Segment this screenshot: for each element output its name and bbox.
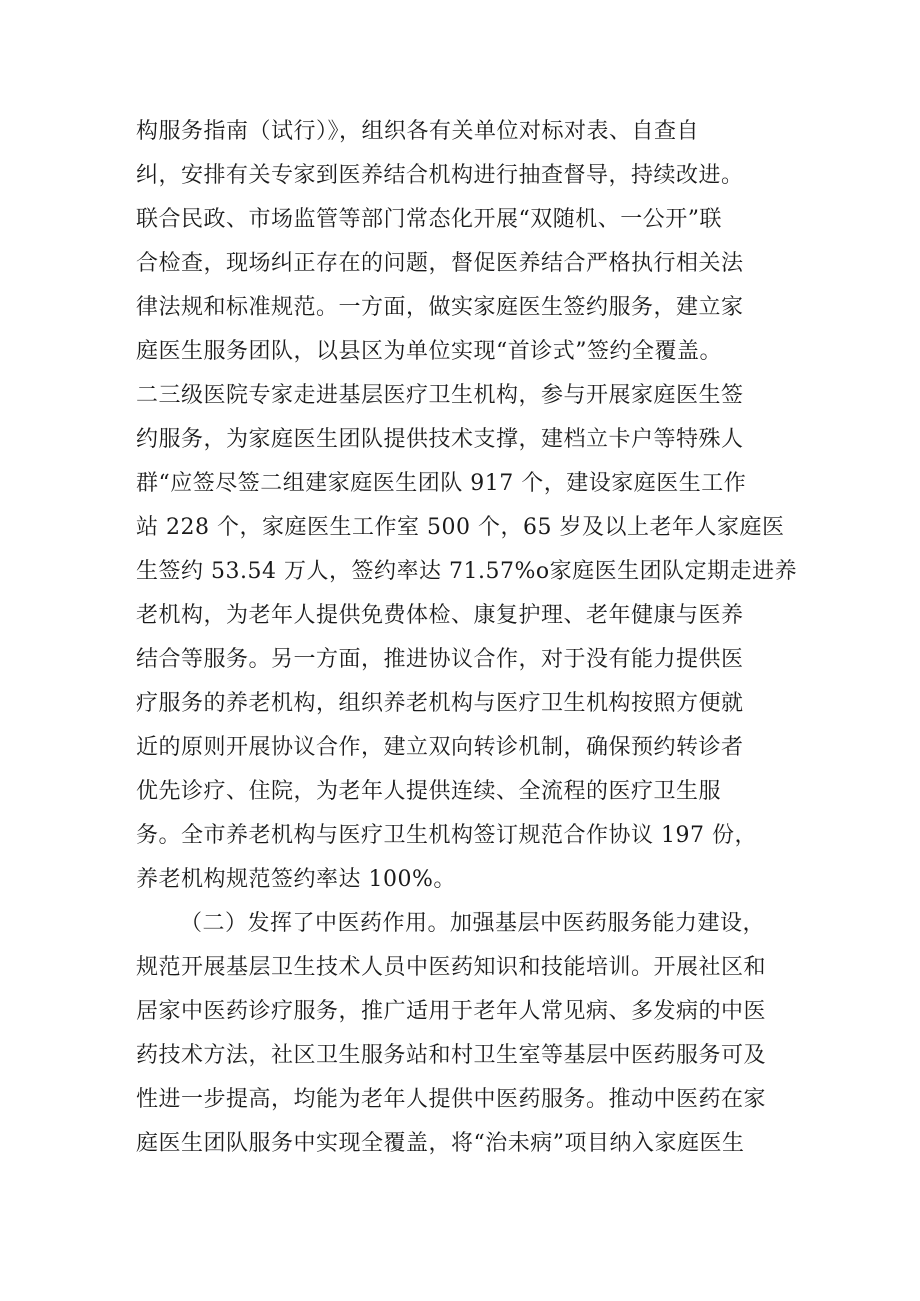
text-line: 规范开展基层卫生技术人员中医药知识和技能培训。开展社区和 xyxy=(136,955,767,980)
text-line: 约服务，为家庭医生团队提供技术支撑，建档立卡户等特殊人 xyxy=(136,427,744,452)
text-line: （二）发挥了中医药作用。加强基层中医药服务能力建设， xyxy=(180,911,766,936)
text-line: 联合民政、市场监管等部门常态化开展“双随机、一公开”联 xyxy=(136,207,722,232)
text-line: 庭医生团队服务中实现全覆盖，将“治未病”项目纳入家庭医生 xyxy=(136,1131,745,1156)
text-line: 生签约 53.54 万人，签约率达 71.57%o家庭医生团队定期走进养 xyxy=(136,559,798,584)
text-line: 庭医生服务团队，以县区为单位实现“首诊式”签约全覆盖。 xyxy=(136,339,722,364)
text-line: 药技术方法，社区卫生服务站和村卫生室等基层中医药服务可及 xyxy=(136,1043,767,1068)
text-line: 老机构，为老年人提供免费体检、康复护理、老年健康与医养 xyxy=(136,603,744,628)
text-line: 居家中医药诊疗服务，推广适用于老年人常见病、多发病的中医 xyxy=(136,999,767,1024)
text-line: 纠，安排有关专家到医养结合机构进行抽查督导，持续改进。 xyxy=(136,163,744,188)
text-line: 合检查，现场纠正存在的问题，督促医养结合严格执行相关法 xyxy=(136,251,744,276)
text-line: 律法规和标准规范。一方面，做实家庭医生签约服务，建立家 xyxy=(136,295,744,320)
text-line: 群“应签尽签二组建家庭医生团队 917 个，建设家庭医生工作 xyxy=(136,471,747,496)
text-line: 优先诊疗、住院，为老年人提供连续、全流程的医疗卫生服 xyxy=(136,779,722,804)
text-line: 养老机构规范签约率达 100%。 xyxy=(136,867,456,892)
text-line: 性进一步提高，均能为老年人提供中医药服务。推动中医药在家 xyxy=(136,1087,767,1112)
text-line: 二三级医院专家走进基层医疗卫生机构，参与开展家庭医生签 xyxy=(136,383,744,408)
text-line: 疗服务的养老机构，组织养老机构与医疗卫生机构按照方便就 xyxy=(136,691,744,716)
text-line: 构服务指南（试行）》，组织各有关单位对标对表、自查自 xyxy=(136,119,700,144)
text-line: 站 228 个，家庭医生工作室 500 个，65 岁及以上老年人家庭医 xyxy=(136,515,785,540)
text-line: 结合等服务。另一方面，推进协议合作，对于没有能力提供医 xyxy=(136,647,744,672)
text-line: 务。全市养老机构与医疗卫生机构签订规范合作协议 197 份， xyxy=(136,823,757,848)
text-line: 近的原则开展协议合作，建立双向转诊机制，确保预约转诊者 xyxy=(136,735,744,760)
